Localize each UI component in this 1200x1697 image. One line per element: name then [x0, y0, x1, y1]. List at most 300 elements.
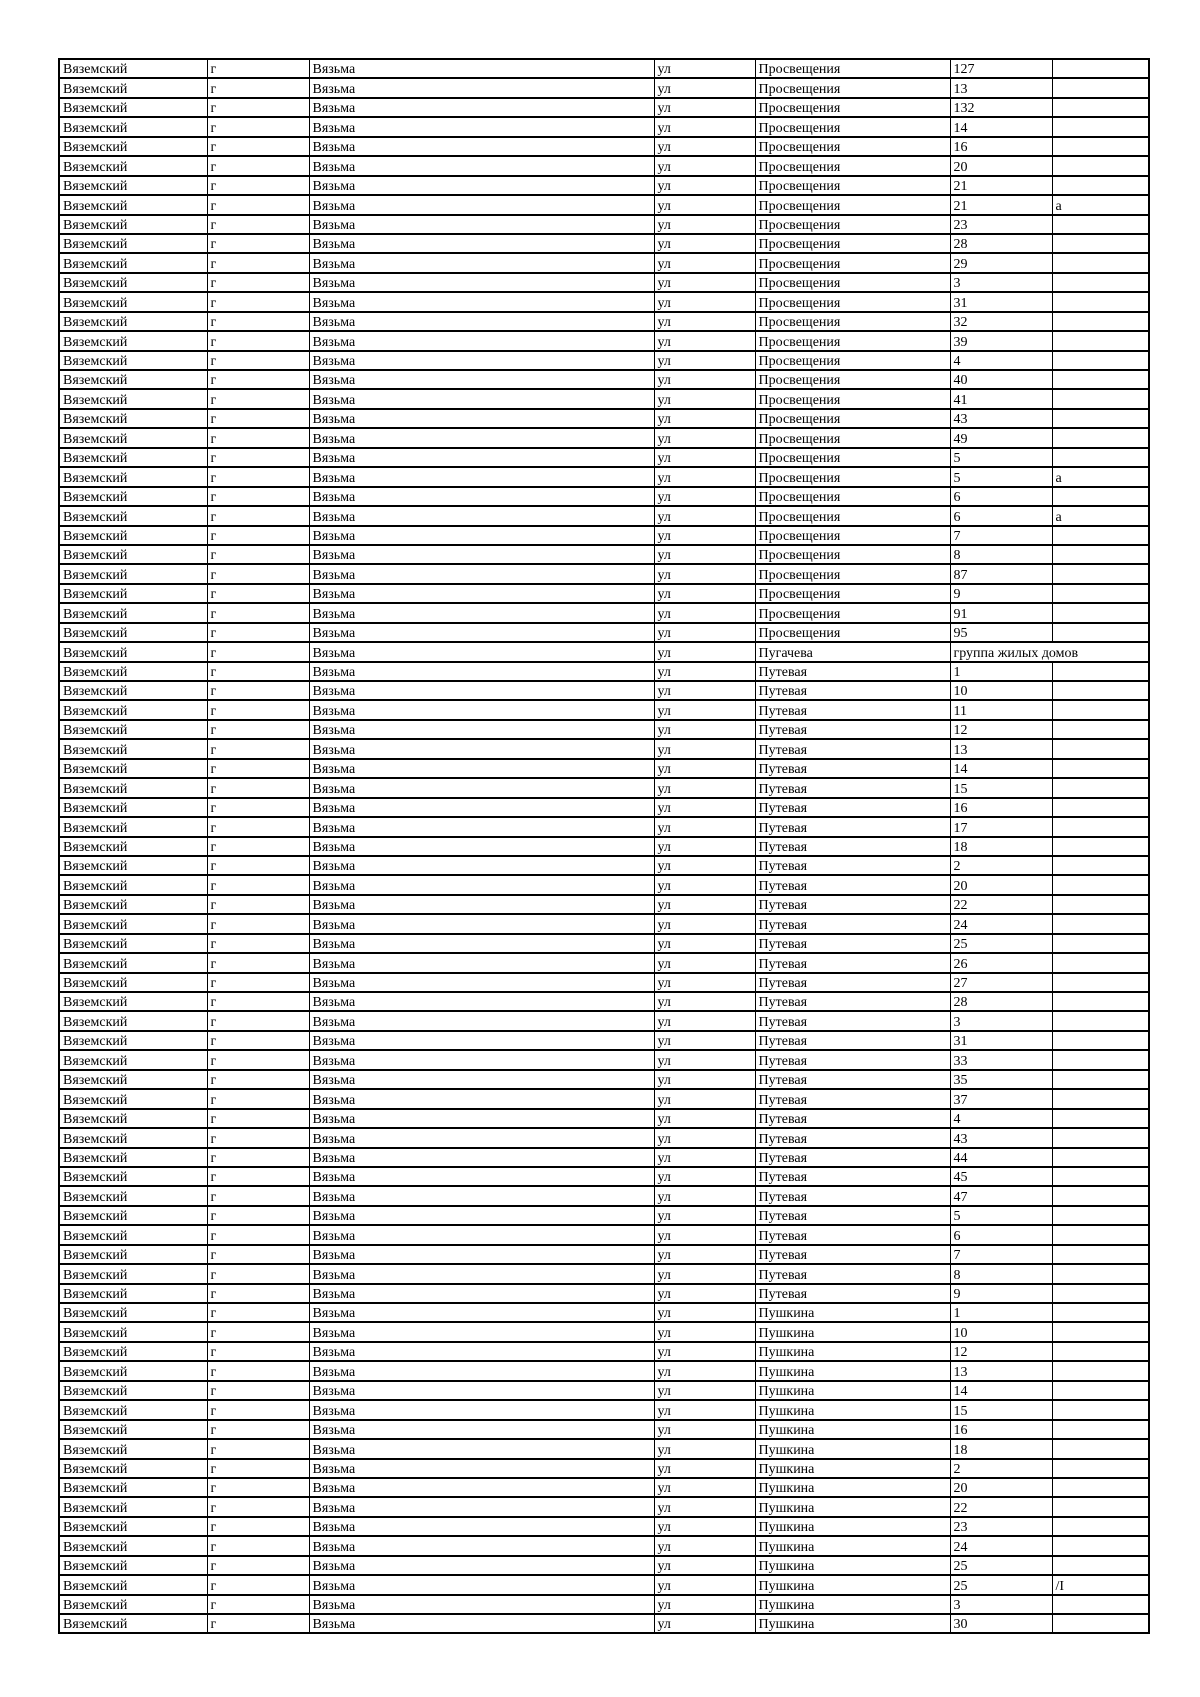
street-name-cell: Пушкина [755, 1595, 950, 1614]
house-suffix-cell [1052, 273, 1149, 292]
settlement-type-cell: г [207, 1575, 309, 1594]
street-name-cell: Просвещения [755, 389, 950, 408]
district-cell: Вяземский [59, 98, 207, 117]
house-number-cell: 13 [950, 739, 1052, 758]
street-name-cell: Просвещения [755, 603, 950, 622]
table-row [59, 1031, 1149, 1050]
street-type-cell: ул [654, 1186, 755, 1205]
street-name-cell: Путевая [755, 1186, 950, 1205]
settlement-type-cell: г [207, 506, 309, 525]
district-cell: Вяземский [59, 117, 207, 136]
city-cell: Вязьма [309, 778, 654, 797]
settlement-type-cell: г [207, 1264, 309, 1283]
city-cell: Вязьма [309, 1322, 654, 1341]
district-cell: Вяземский [59, 778, 207, 797]
settlement-type-cell: г [207, 1167, 309, 1186]
settlement-type-cell: г [207, 798, 309, 817]
table-row [59, 1070, 1149, 1089]
table-row [59, 1011, 1149, 1030]
house-number-cell: 25 [950, 934, 1052, 953]
house-suffix-cell [1052, 934, 1149, 953]
district-cell: Вяземский [59, 1556, 207, 1575]
district-cell: Вяземский [59, 1400, 207, 1419]
settlement-type-cell: г [207, 759, 309, 778]
settlement-type-cell: г [207, 992, 309, 1011]
street-type-cell: ул [654, 1614, 755, 1633]
street-name-cell: Путевая [755, 953, 950, 972]
district-cell: Вяземский [59, 1497, 207, 1516]
district-cell: Вяземский [59, 837, 207, 856]
house-suffix-cell [1052, 1031, 1149, 1050]
district-cell: Вяземский [59, 1264, 207, 1283]
settlement-type-cell: г [207, 1420, 309, 1439]
house-number-cell: 3 [950, 1595, 1052, 1614]
settlement-type-cell: г [207, 1459, 309, 1478]
district-cell: Вяземский [59, 1284, 207, 1303]
district-cell: Вяземский [59, 564, 207, 583]
city-cell: Вязьма [309, 1381, 654, 1400]
street-name-cell: Просвещения [755, 331, 950, 350]
street-type-cell: ул [654, 837, 755, 856]
house-number-cell: 87 [950, 564, 1052, 583]
settlement-type-cell: г [207, 973, 309, 992]
street-type-cell: ул [654, 117, 755, 136]
street-type-cell: ул [654, 739, 755, 758]
house-number-cell: 43 [950, 1128, 1052, 1147]
settlement-type-cell: г [207, 1031, 309, 1050]
house-number-cell: 8 [950, 1264, 1052, 1283]
house-number-cell: 21 [950, 176, 1052, 195]
house-number-cell: группа жилых домов [950, 642, 1149, 661]
house-suffix-cell [1052, 1556, 1149, 1575]
settlement-type-cell: г [207, 545, 309, 564]
city-cell: Вязьма [309, 78, 654, 97]
street-name-cell: Пушкина [755, 1322, 950, 1341]
house-number-cell: 25 [950, 1575, 1052, 1594]
house-number-cell: 10 [950, 1322, 1052, 1341]
house-suffix-cell [1052, 1089, 1149, 1108]
district-cell: Вяземский [59, 1478, 207, 1497]
street-type-cell: ул [654, 1420, 755, 1439]
house-number-cell: 6 [950, 1225, 1052, 1244]
city-cell: Вязьма [309, 506, 654, 525]
street-type-cell: ул [654, 59, 755, 78]
district-cell: Вяземский [59, 331, 207, 350]
settlement-type-cell: г [207, 778, 309, 797]
settlement-type-cell: г [207, 914, 309, 933]
street-name-cell: Путевая [755, 681, 950, 700]
house-number-cell: 14 [950, 1381, 1052, 1400]
house-number-cell: 22 [950, 1497, 1052, 1516]
settlement-type-cell: г [207, 1342, 309, 1361]
street-name-cell: Путевая [755, 837, 950, 856]
street-name-cell: Путевая [755, 1011, 950, 1030]
settlement-type-cell: г [207, 720, 309, 739]
table-row [59, 759, 1149, 778]
city-cell: Вязьма [309, 312, 654, 331]
settlement-type-cell: г [207, 292, 309, 311]
city-cell: Вязьма [309, 487, 654, 506]
table-row [59, 351, 1149, 370]
table-row [59, 137, 1149, 156]
house-suffix-cell [1052, 389, 1149, 408]
table-row [59, 1303, 1149, 1322]
street-type-cell: ул [654, 467, 755, 486]
district-cell: Вяземский [59, 351, 207, 370]
table-row [59, 312, 1149, 331]
street-name-cell: Путевая [755, 1070, 950, 1089]
settlement-type-cell: г [207, 273, 309, 292]
house-number-cell: 31 [950, 292, 1052, 311]
house-suffix-cell [1052, 1459, 1149, 1478]
district-cell: Вяземский [59, 253, 207, 272]
house-number-cell: 28 [950, 234, 1052, 253]
street-type-cell: ул [654, 1011, 755, 1030]
house-number-cell: 33 [950, 1050, 1052, 1069]
street-name-cell: Путевая [755, 856, 950, 875]
house-number-cell: 95 [950, 623, 1052, 642]
district-cell: Вяземский [59, 137, 207, 156]
table-row [59, 584, 1149, 603]
district-cell: Вяземский [59, 467, 207, 486]
table-row [59, 1381, 1149, 1400]
table-row [59, 545, 1149, 564]
settlement-type-cell: г [207, 1614, 309, 1633]
house-suffix-cell [1052, 759, 1149, 778]
city-cell: Вязьма [309, 1148, 654, 1167]
table-row [59, 273, 1149, 292]
house-number-cell: 24 [950, 914, 1052, 933]
settlement-type-cell: г [207, 681, 309, 700]
city-cell: Вязьма [309, 1614, 654, 1633]
district-cell: Вяземский [59, 59, 207, 78]
street-name-cell: Просвещения [755, 215, 950, 234]
street-name-cell: Путевая [755, 914, 950, 933]
house-number-cell: 32 [950, 312, 1052, 331]
settlement-type-cell: г [207, 137, 309, 156]
street-type-cell: ул [654, 875, 755, 894]
table-row [59, 253, 1149, 272]
district-cell: Вяземский [59, 1245, 207, 1264]
street-type-cell: ул [654, 1109, 755, 1128]
district-cell: Вяземский [59, 545, 207, 564]
house-number-cell: 91 [950, 603, 1052, 622]
street-type-cell: ул [654, 584, 755, 603]
district-cell: Вяземский [59, 681, 207, 700]
table-row [59, 681, 1149, 700]
house-number-cell: 7 [950, 526, 1052, 545]
street-name-cell: Путевая [755, 662, 950, 681]
settlement-type-cell: г [207, 564, 309, 583]
settlement-type-cell: г [207, 1439, 309, 1458]
house-number-cell: 23 [950, 215, 1052, 234]
table-row [59, 564, 1149, 583]
house-number-cell: 23 [950, 1517, 1052, 1536]
settlement-type-cell: г [207, 487, 309, 506]
city-cell: Вязьма [309, 856, 654, 875]
settlement-type-cell: г [207, 584, 309, 603]
street-type-cell: ул [654, 312, 755, 331]
street-name-cell: Просвещения [755, 78, 950, 97]
settlement-type-cell: г [207, 195, 309, 214]
settlement-type-cell: г [207, 1322, 309, 1341]
house-suffix-cell: /I [1052, 1575, 1149, 1594]
street-name-cell: Пушкина [755, 1439, 950, 1458]
city-cell: Вязьма [309, 1225, 654, 1244]
city-cell: Вязьма [309, 564, 654, 583]
district-cell: Вяземский [59, 603, 207, 622]
house-number-cell: 132 [950, 98, 1052, 117]
district-cell: Вяземский [59, 817, 207, 836]
house-number-cell: 22 [950, 895, 1052, 914]
settlement-type-cell: г [207, 1284, 309, 1303]
street-name-cell: Просвещения [755, 409, 950, 428]
house-number-cell: 5 [950, 467, 1052, 486]
district-cell: Вяземский [59, 195, 207, 214]
house-number-cell: 17 [950, 817, 1052, 836]
street-name-cell: Просвещения [755, 487, 950, 506]
house-suffix-cell [1052, 1322, 1149, 1341]
house-suffix-cell [1052, 1381, 1149, 1400]
street-name-cell: Путевая [755, 1167, 950, 1186]
street-type-cell: ул [654, 856, 755, 875]
house-suffix-cell [1052, 1614, 1149, 1633]
table-row [59, 934, 1149, 953]
street-type-cell: ул [654, 1148, 755, 1167]
house-number-cell: 15 [950, 1400, 1052, 1419]
house-suffix-cell [1052, 1517, 1149, 1536]
street-type-cell: ул [654, 1400, 755, 1419]
settlement-type-cell: г [207, 1109, 309, 1128]
district-cell: Вяземский [59, 1361, 207, 1380]
district-cell: Вяземский [59, 1186, 207, 1205]
street-type-cell: ул [654, 623, 755, 642]
table-row [59, 1128, 1149, 1147]
street-type-cell: ул [654, 1342, 755, 1361]
house-suffix-cell [1052, 487, 1149, 506]
city-cell: Вязьма [309, 914, 654, 933]
house-number-cell: 12 [950, 720, 1052, 739]
table-row [59, 195, 1149, 214]
house-suffix-cell [1052, 778, 1149, 797]
house-suffix-cell [1052, 428, 1149, 447]
street-name-cell: Просвещения [755, 253, 950, 272]
settlement-type-cell: г [207, 98, 309, 117]
city-cell: Вязьма [309, 98, 654, 117]
house-suffix-cell [1052, 856, 1149, 875]
street-name-cell: Путевая [755, 1264, 950, 1283]
street-name-cell: Путевая [755, 1050, 950, 1069]
house-suffix-cell [1052, 1478, 1149, 1497]
street-type-cell: ул [654, 234, 755, 253]
street-name-cell: Путевая [755, 817, 950, 836]
table-row [59, 1148, 1149, 1167]
house-number-cell: 49 [950, 428, 1052, 447]
house-number-cell: 9 [950, 1284, 1052, 1303]
district-cell: Вяземский [59, 623, 207, 642]
settlement-type-cell: г [207, 234, 309, 253]
table-row [59, 215, 1149, 234]
house-suffix-cell: а [1052, 506, 1149, 525]
street-type-cell: ул [654, 895, 755, 914]
settlement-type-cell: г [207, 467, 309, 486]
settlement-type-cell: г [207, 78, 309, 97]
city-cell: Вязьма [309, 1595, 654, 1614]
table-row [59, 895, 1149, 914]
table-row [59, 914, 1149, 933]
house-number-cell: 39 [950, 331, 1052, 350]
street-name-cell: Пушкина [755, 1420, 950, 1439]
house-suffix-cell [1052, 253, 1149, 272]
house-number-cell: 20 [950, 1478, 1052, 1497]
street-type-cell: ул [654, 1225, 755, 1244]
street-type-cell: ул [654, 759, 755, 778]
house-number-cell: 14 [950, 759, 1052, 778]
house-number-cell: 31 [950, 1031, 1052, 1050]
district-cell: Вяземский [59, 1517, 207, 1536]
district-cell: Вяземский [59, 739, 207, 758]
city-cell: Вязьма [309, 1478, 654, 1497]
city-cell: Вязьма [309, 448, 654, 467]
house-suffix-cell [1052, 662, 1149, 681]
house-suffix-cell [1052, 1497, 1149, 1516]
district-cell: Вяземский [59, 914, 207, 933]
table-row [59, 837, 1149, 856]
city-cell: Вязьма [309, 1361, 654, 1380]
street-name-cell: Путевая [755, 1284, 950, 1303]
city-cell: Вязьма [309, 370, 654, 389]
house-number-cell: 18 [950, 1439, 1052, 1458]
street-type-cell: ул [654, 1536, 755, 1555]
house-suffix-cell [1052, 1400, 1149, 1419]
house-suffix-cell [1052, 1245, 1149, 1264]
table-row [59, 603, 1149, 622]
district-cell: Вяземский [59, 506, 207, 525]
district-cell: Вяземский [59, 642, 207, 661]
house-suffix-cell [1052, 837, 1149, 856]
city-cell: Вязьма [309, 351, 654, 370]
street-type-cell: ул [654, 1381, 755, 1400]
house-suffix-cell [1052, 564, 1149, 583]
street-type-cell: ул [654, 973, 755, 992]
street-name-cell: Путевая [755, 875, 950, 894]
house-number-cell: 2 [950, 1459, 1052, 1478]
street-type-cell: ул [654, 351, 755, 370]
district-cell: Вяземский [59, 895, 207, 914]
settlement-type-cell: г [207, 312, 309, 331]
street-name-cell: Путевая [755, 739, 950, 758]
table-row [59, 1186, 1149, 1205]
house-number-cell: 37 [950, 1089, 1052, 1108]
house-number-cell: 45 [950, 1167, 1052, 1186]
house-suffix-cell [1052, 1186, 1149, 1205]
street-type-cell: ул [654, 409, 755, 428]
settlement-type-cell: г [207, 1478, 309, 1497]
settlement-type-cell: г [207, 642, 309, 661]
house-number-cell: 26 [950, 953, 1052, 972]
street-type-cell: ул [654, 156, 755, 175]
settlement-type-cell: г [207, 1497, 309, 1516]
city-cell: Вязьма [309, 1342, 654, 1361]
table-row [59, 98, 1149, 117]
street-type-cell: ул [654, 1497, 755, 1516]
settlement-type-cell: г [207, 1206, 309, 1225]
street-type-cell: ул [654, 720, 755, 739]
district-cell: Вяземский [59, 312, 207, 331]
street-type-cell: ул [654, 1284, 755, 1303]
settlement-type-cell: г [207, 953, 309, 972]
settlement-type-cell: г [207, 1536, 309, 1555]
district-cell: Вяземский [59, 1167, 207, 1186]
district-cell: Вяземский [59, 1342, 207, 1361]
city-cell: Вязьма [309, 176, 654, 195]
city-cell: Вязьма [309, 1303, 654, 1322]
city-cell: Вязьма [309, 331, 654, 350]
house-suffix-cell [1052, 409, 1149, 428]
house-suffix-cell [1052, 526, 1149, 545]
settlement-type-cell: г [207, 700, 309, 719]
house-number-cell: 35 [950, 1070, 1052, 1089]
street-type-cell: ул [654, 273, 755, 292]
street-type-cell: ул [654, 506, 755, 525]
house-suffix-cell [1052, 312, 1149, 331]
street-type-cell: ул [654, 428, 755, 447]
house-suffix-cell [1052, 215, 1149, 234]
street-type-cell: ул [654, 1303, 755, 1322]
settlement-type-cell: г [207, 370, 309, 389]
street-name-cell: Просвещения [755, 98, 950, 117]
city-cell: Вязьма [309, 1264, 654, 1283]
district-cell: Вяземский [59, 798, 207, 817]
district-cell: Вяземский [59, 1595, 207, 1614]
district-cell: Вяземский [59, 409, 207, 428]
house-suffix-cell [1052, 1167, 1149, 1186]
district-cell: Вяземский [59, 526, 207, 545]
street-name-cell: Путевая [755, 973, 950, 992]
house-suffix-cell [1052, 1050, 1149, 1069]
city-cell: Вязьма [309, 1556, 654, 1575]
table-row [59, 623, 1149, 642]
street-type-cell: ул [654, 292, 755, 311]
house-suffix-cell [1052, 98, 1149, 117]
house-suffix-cell [1052, 351, 1149, 370]
street-type-cell: ул [654, 934, 755, 953]
city-cell: Вязьма [309, 837, 654, 856]
district-cell: Вяземский [59, 292, 207, 311]
house-number-cell: 24 [950, 1536, 1052, 1555]
district-cell: Вяземский [59, 759, 207, 778]
settlement-type-cell: г [207, 603, 309, 622]
street-type-cell: ул [654, 370, 755, 389]
settlement-type-cell: г [207, 1595, 309, 1614]
house-suffix-cell [1052, 817, 1149, 836]
table-row [59, 1536, 1149, 1555]
house-suffix-cell [1052, 623, 1149, 642]
street-name-cell: Просвещения [755, 176, 950, 195]
street-name-cell: Путевая [755, 1109, 950, 1128]
settlement-type-cell: г [207, 1303, 309, 1322]
street-type-cell: ул [654, 389, 755, 408]
settlement-type-cell: г [207, 117, 309, 136]
district-cell: Вяземский [59, 1303, 207, 1322]
street-type-cell: ул [654, 487, 755, 506]
table-row [59, 1167, 1149, 1186]
street-type-cell: ул [654, 1167, 755, 1186]
settlement-type-cell: г [207, 156, 309, 175]
city-cell: Вязьма [309, 700, 654, 719]
house-number-cell: 18 [950, 837, 1052, 856]
city-cell: Вязьма [309, 584, 654, 603]
